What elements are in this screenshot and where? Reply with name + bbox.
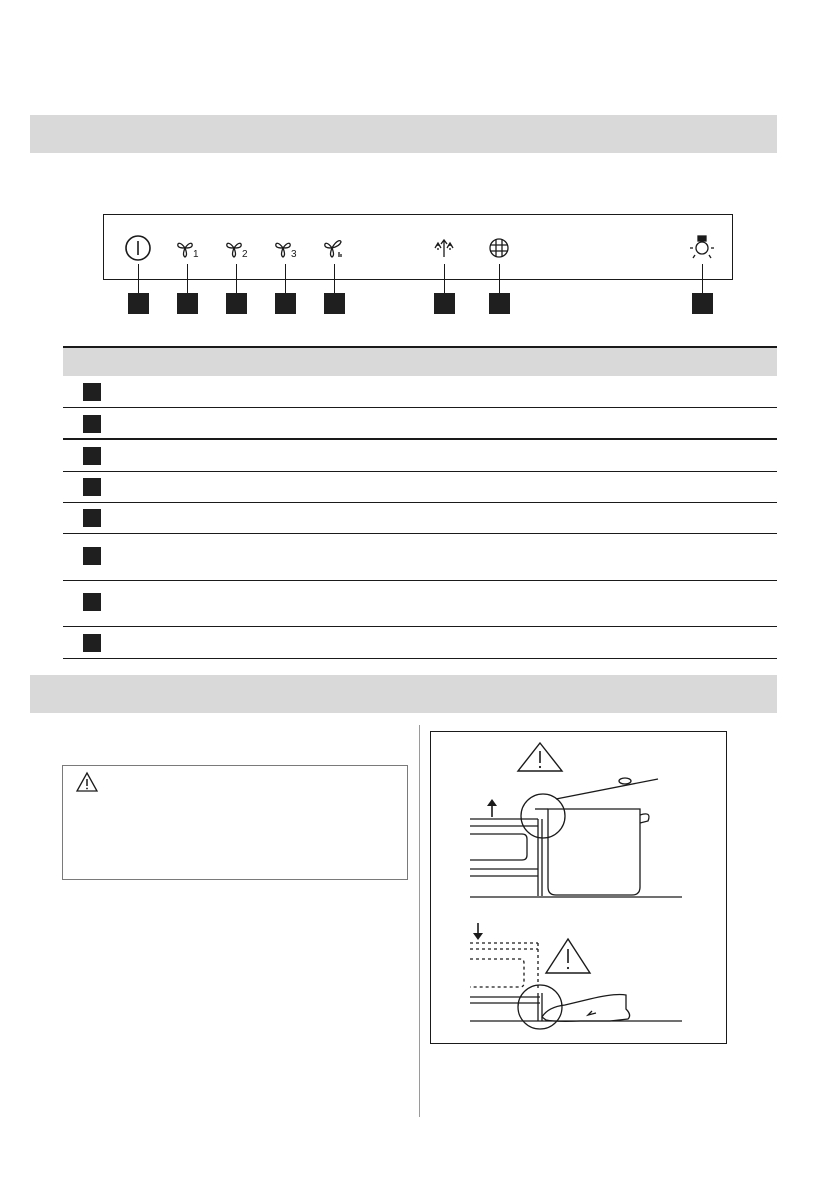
row-marker (83, 383, 101, 401)
table-row (63, 472, 777, 503)
leader-line (702, 264, 703, 294)
leader-line (236, 264, 237, 294)
table-header (63, 346, 777, 376)
marker-7 (489, 293, 510, 314)
table-row (63, 534, 777, 581)
fan-speed-1-label: 1 (193, 249, 199, 260)
table-row (63, 627, 777, 659)
auto-mode-icon (429, 233, 459, 263)
safety-illustration (430, 731, 727, 1044)
row-marker (83, 415, 101, 433)
row-marker (83, 447, 101, 465)
row-marker (83, 593, 101, 611)
grease-filter-icon (484, 233, 514, 263)
table-row (63, 581, 777, 627)
leader-line (138, 264, 139, 294)
section-header-2 (30, 675, 777, 713)
light-icon (687, 233, 717, 263)
leader-line (285, 264, 286, 294)
fan-speed-2-icon (221, 233, 251, 263)
marker-8 (692, 293, 713, 314)
fan-speed-1-icon (172, 233, 202, 263)
marker-1 (128, 293, 149, 314)
fan-speed-3-icon (270, 233, 300, 263)
marker-5 (324, 293, 345, 314)
leader-line (334, 264, 335, 294)
leader-line (444, 264, 445, 294)
marker-3 (226, 293, 247, 314)
row-marker (83, 634, 101, 652)
table-row (63, 376, 777, 408)
fan-speed-2-label: 2 (242, 249, 248, 260)
table-row (63, 503, 777, 534)
warning-box (62, 765, 408, 880)
table-row (63, 440, 777, 472)
warning-triangle-icon (75, 771, 99, 793)
marker-2 (177, 293, 198, 314)
leader-line (187, 264, 188, 294)
power-icon (123, 233, 153, 263)
leader-line (499, 264, 500, 294)
row-marker (83, 478, 101, 496)
section-header-1 (30, 115, 777, 153)
marker-6 (434, 293, 455, 314)
fan-speed-3-label: 3 (291, 249, 297, 260)
row-marker (83, 509, 101, 527)
marker-4 (275, 293, 296, 314)
column-divider (419, 725, 420, 1117)
table-row (63, 408, 777, 440)
fan-intensive-icon (319, 233, 349, 263)
row-marker (83, 547, 101, 565)
